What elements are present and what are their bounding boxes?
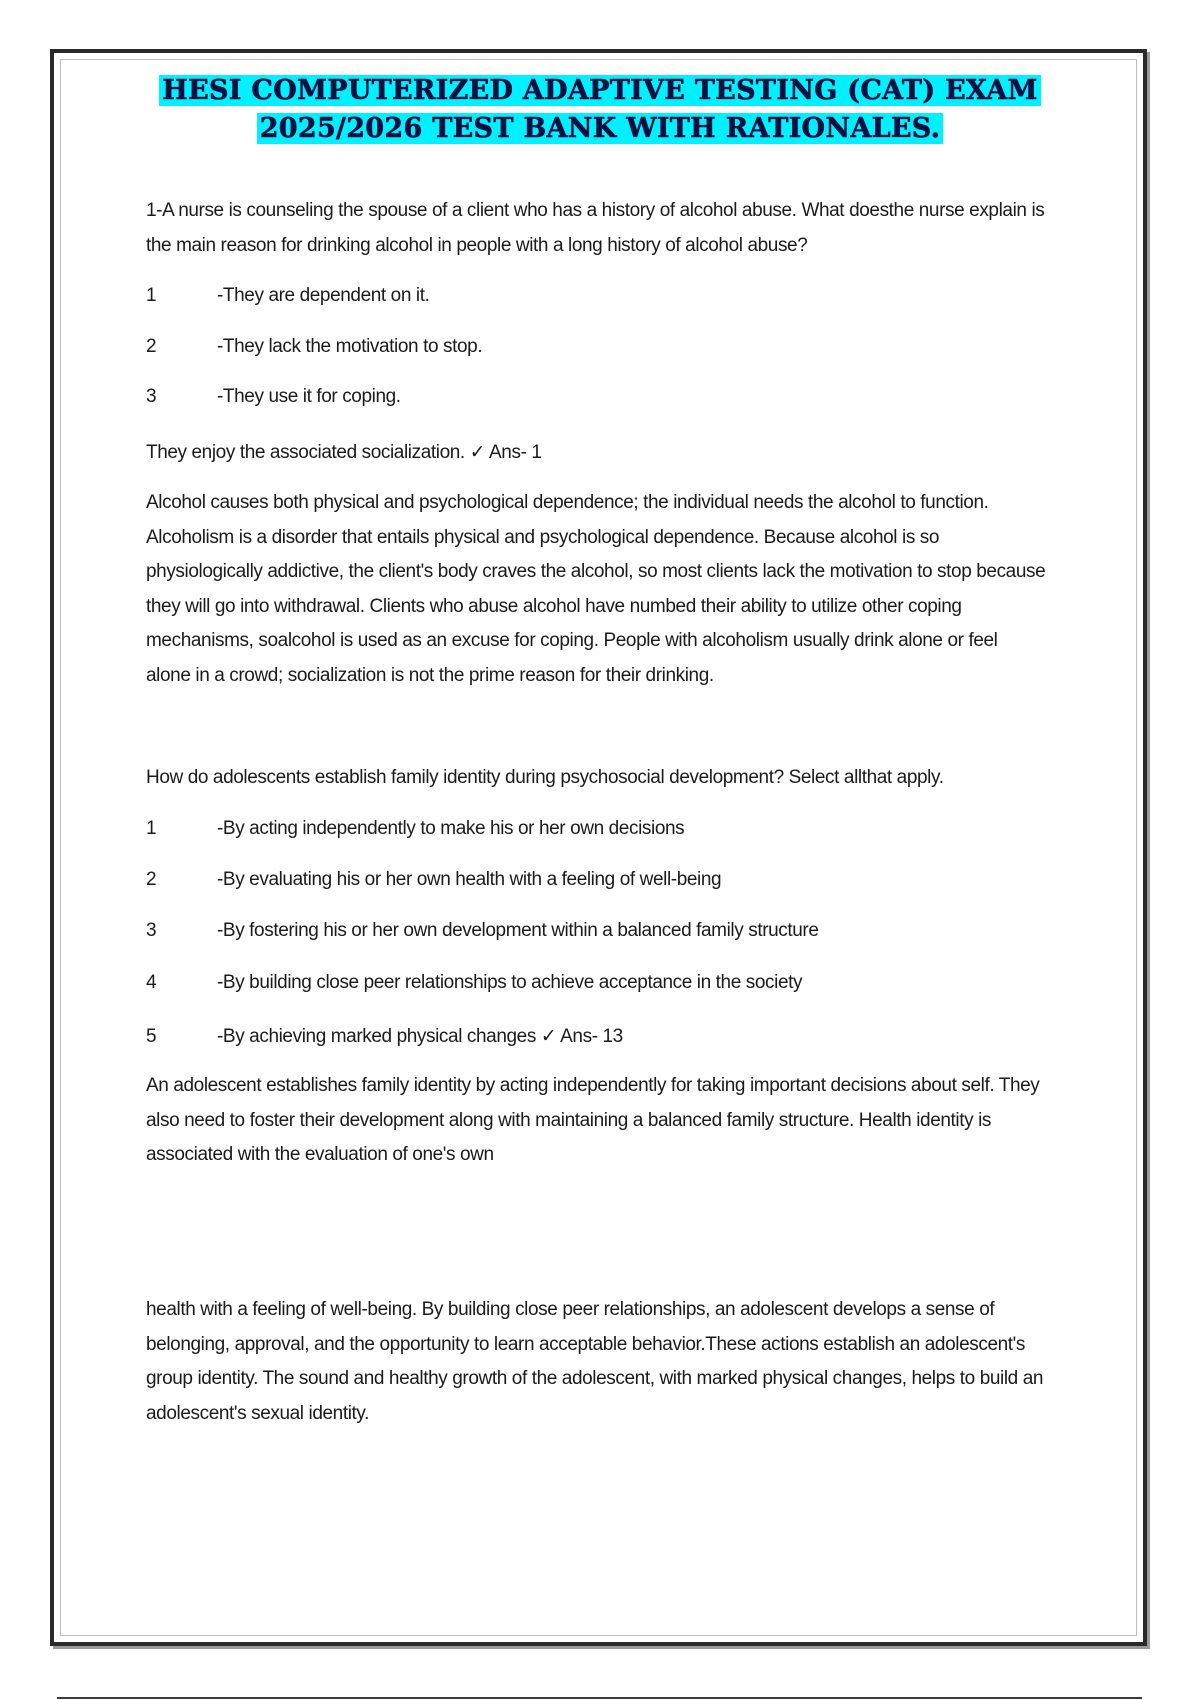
title-line-2: 2025/2026 TEST BANK WITH RATIONALES. xyxy=(257,113,944,144)
question-2-option-2 xyxy=(146,868,721,892)
option-number: 1 xyxy=(146,285,157,306)
option-text: -By evaluating his or her own health with a feeling of well-being xyxy=(217,869,722,890)
option-text: -They use it for coping. xyxy=(217,386,401,407)
option-text: -By achieving marked physical changes ✓ Ans- 13 xyxy=(217,1026,623,1047)
option-number: 2 xyxy=(146,869,157,890)
option-number: 2 xyxy=(146,336,157,357)
option-text: -They are dependent on it. xyxy=(217,285,430,306)
question-2-option-4 xyxy=(146,971,802,995)
option-number: 3 xyxy=(146,386,157,407)
option-text: -They lack the motivation to stop. xyxy=(217,336,483,357)
footer-rule xyxy=(57,1697,1142,1699)
question-2-option-5 xyxy=(146,1025,623,1049)
option-number: 3 xyxy=(146,920,157,941)
question-1-option-1 xyxy=(146,284,429,308)
question-2-stem: How do adolescents establish family identity during psychosocial development? Select allthat apply. xyxy=(146,767,944,788)
question-2-rationale-part-1: An adolescent establishes family identity by acting independently for taking important decisions about self. They also need to foster their development along with maintaining a balanced family structure. Health identity is associated with the evaluation of one's own xyxy=(146,1075,1040,1165)
option-text: -By fostering his or her own development within a balanced family structure xyxy=(217,920,819,941)
option-text: -By building close peer relationships to achieve acceptance in the society xyxy=(217,972,803,993)
question-2-option-3 xyxy=(146,919,819,943)
option-text: -By acting independently to make his or her own decisions xyxy=(217,818,685,839)
option-number: 5 xyxy=(146,1026,157,1047)
question-1-stem: 1-A nurse is counseling the spouse of a client who has a history of alcohol abuse. What doesthe nurse explain is the main reason for drinking alcohol in people with a long history of alcohol abuse? xyxy=(146,200,1045,256)
question-1-answer-line: They enjoy the associated socialization. ✓ Ans- 1 xyxy=(146,442,542,463)
question-2-rationale-part-2: health with a feeling of well-being. By building close peer relationships, an adolescent develops a sense of belonging, approval, and the opportunity to learn acceptable behavior.These actions establish an adolescent's group identity. The sound and healthy growth of the adolescent, with marked physical changes, helps to build an adolescent's sexual identity. xyxy=(146,1299,1044,1424)
question-1-option-3 xyxy=(146,385,401,409)
question-2-option-1 xyxy=(146,817,684,841)
title-line-1: HESI COMPUTERIZED ADAPTIVE TESTING (CAT) EXAM xyxy=(159,75,1040,106)
option-number: 1 xyxy=(146,818,157,839)
document-title xyxy=(0,72,1200,148)
option-number: 4 xyxy=(146,972,157,993)
question-1-option-2 xyxy=(146,335,482,359)
question-1-rationale: Alcohol causes both physical and psychological dependence; the individual needs the alcohol to function. Alcoholism is a disorder that entails physical and psychological dependence. Because alcohol is so physiologically addictive, the client's body craves the alcohol, so most clients lack the motivation to stop because they will go into withdrawal. Clients who abuse alcohol have numbed their ability to utilize other coping mechanisms, soalcohol is used as an excuse for coping. People with alcoholism usually drink alone or feel alone in a crowd; socialization is not the prime reason for their drinking. xyxy=(146,492,1046,686)
